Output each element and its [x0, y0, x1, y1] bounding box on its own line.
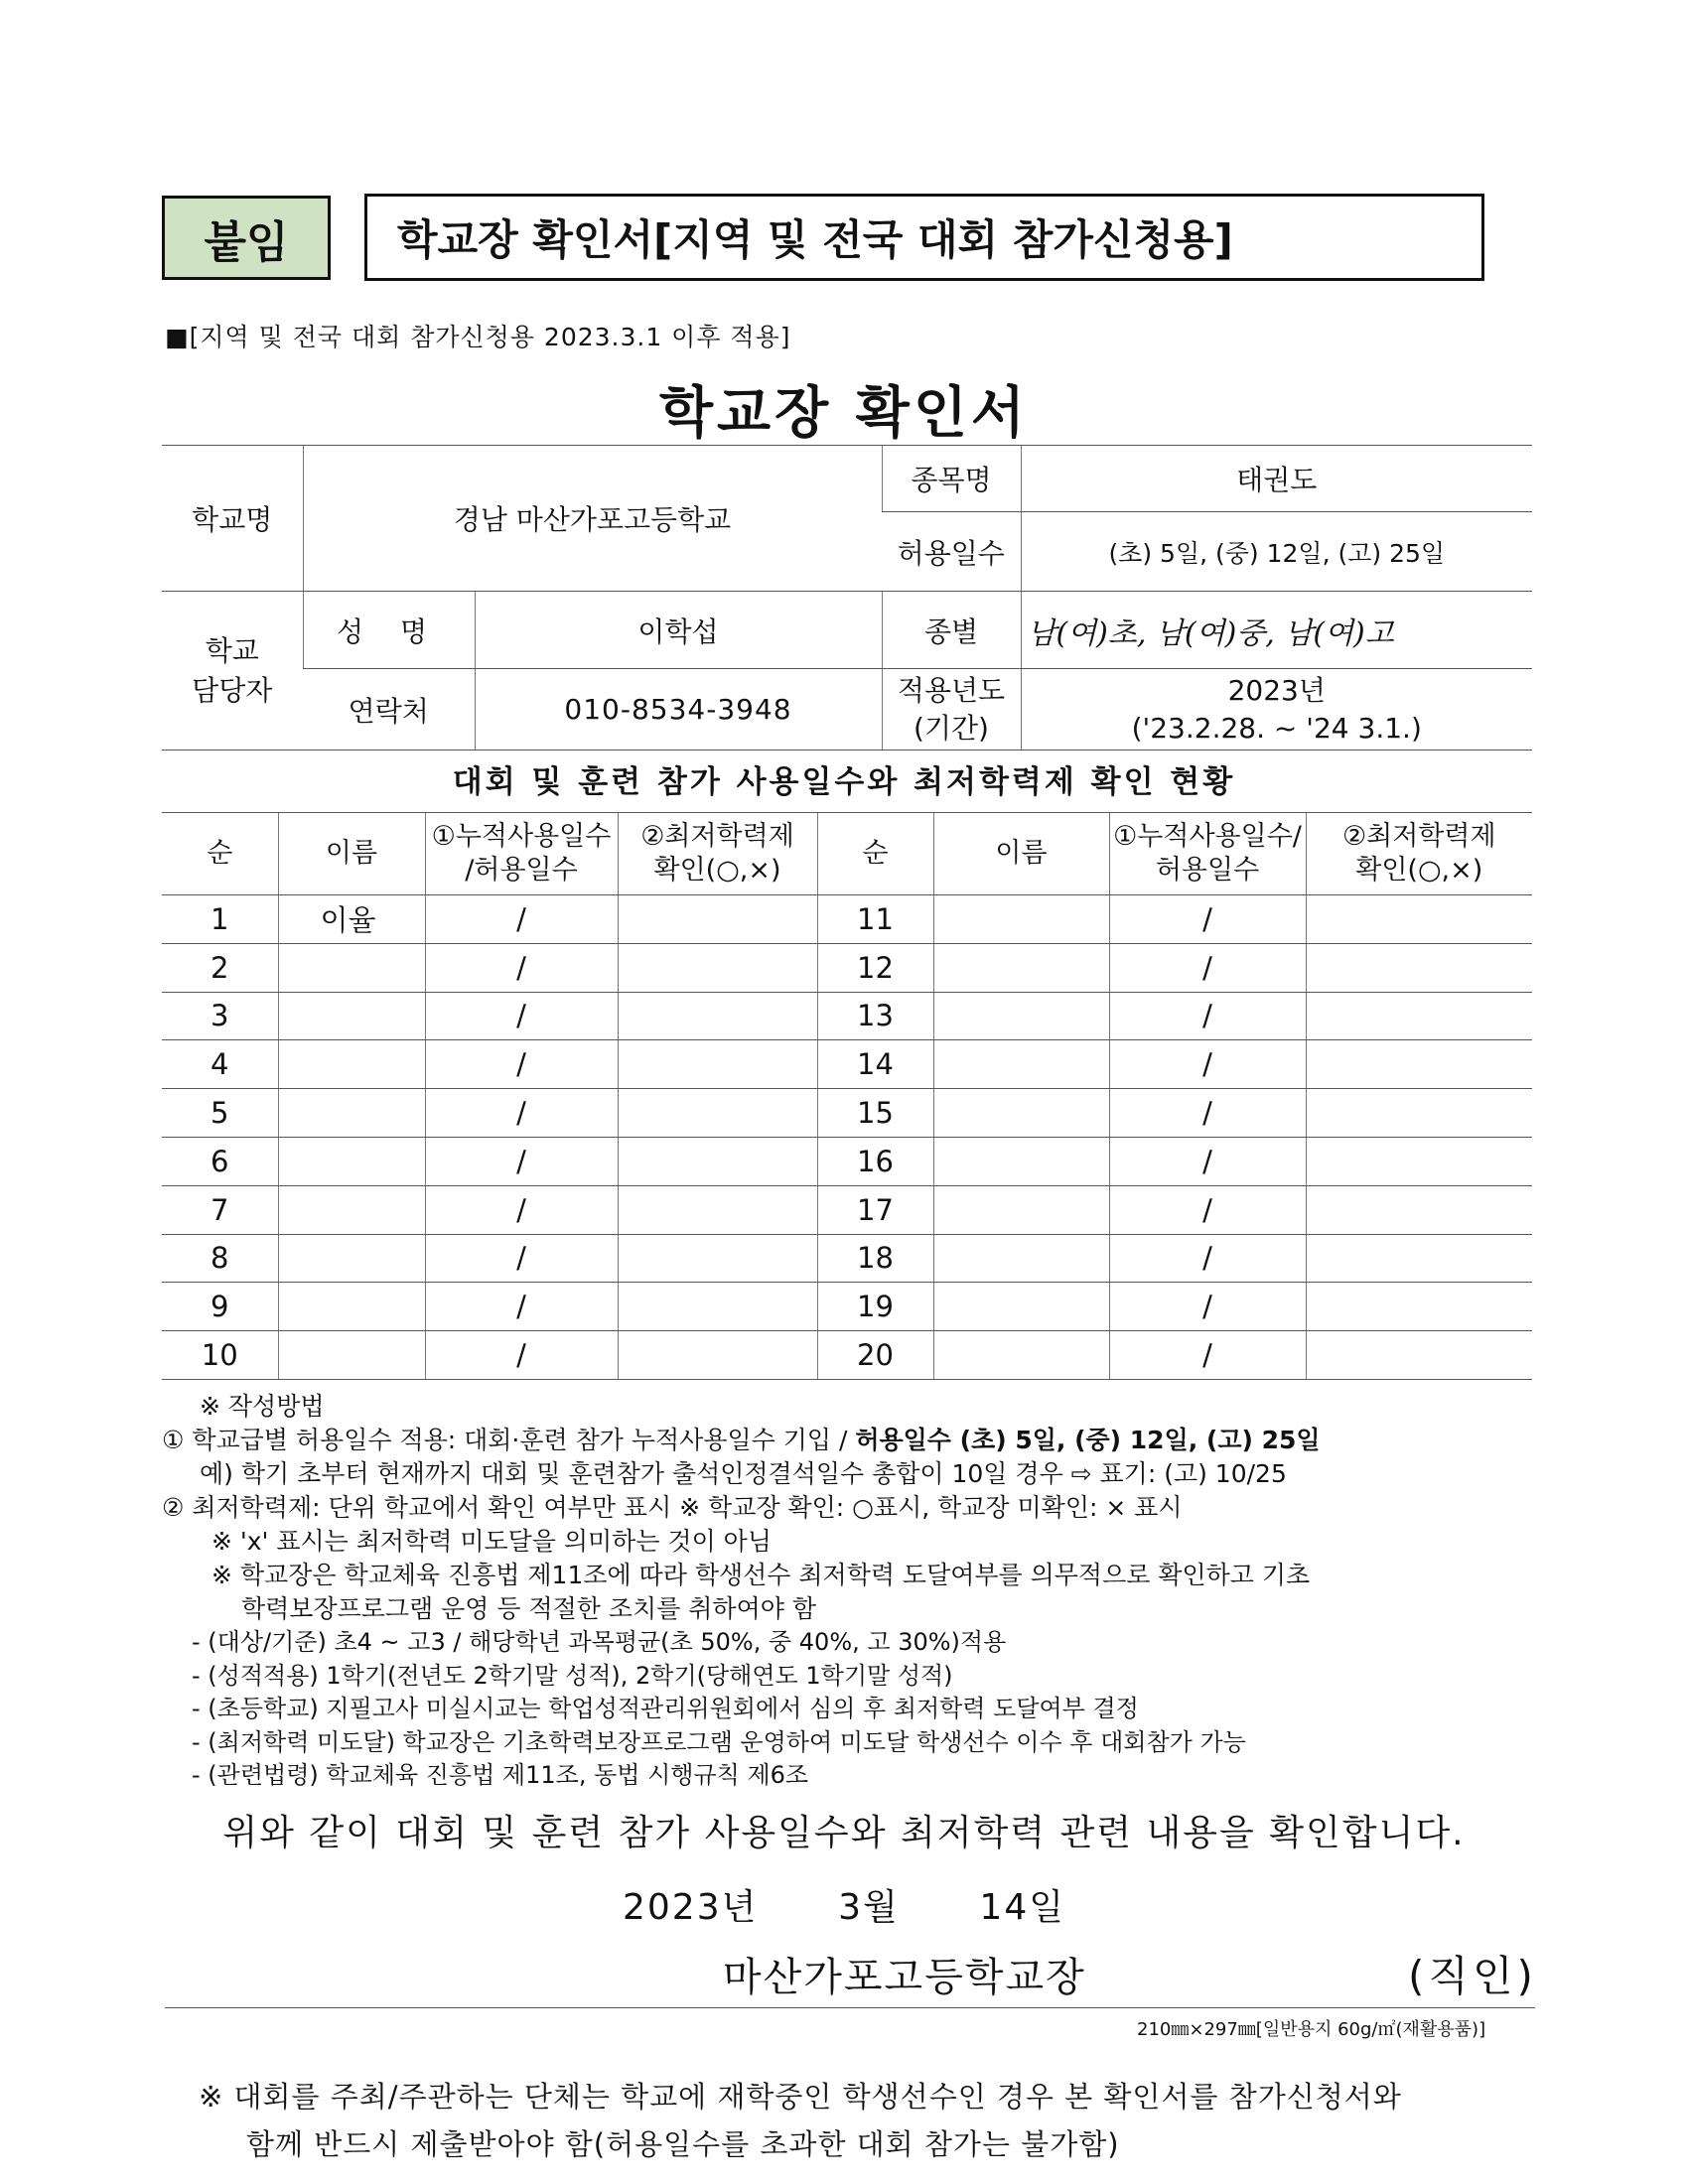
achievement-check: [618, 992, 817, 1040]
allowed-label: 허용일수: [882, 512, 1021, 592]
row-number: 10: [162, 1331, 278, 1380]
confirmation-statement: 위와 같이 대회 및 훈련 참가 사용일수와 최저학력 관련 내용을 확인합니다.: [222, 1813, 1466, 1853]
days-ratio: /: [1109, 1283, 1306, 1331]
row-number: 3: [162, 992, 278, 1040]
days-ratio: /: [1109, 943, 1306, 992]
year-value: 2023년: [1227, 673, 1326, 707]
days-ratio: /: [1109, 992, 1306, 1040]
notes-heading: ※ 작성방법: [200, 1392, 325, 1421]
days-ratio: /: [1109, 895, 1306, 944]
row-number: 20: [817, 1331, 933, 1380]
achievement-check: [1306, 895, 1532, 944]
col-check-left: ②최저학력제 확인(○,×): [618, 813, 817, 895]
note-dash-3: - (초등학교) 지필고사 미실시교는 학업성적관리위원회에서 심의 후 최저학력 도달여부 결정: [192, 1695, 1139, 1722]
attachment-tag: 붙임: [162, 196, 331, 280]
row-number: 15: [817, 1089, 933, 1138]
note-1-example: 예) 학기 초부터 현재까지 대회 및 훈련참가 출석인정결석일수 총합이 10일 경우 ⇨ 표기: (고) 10/25: [200, 1459, 1287, 1488]
note-2-a: ※ 'x' 표시는 최저학력 미도달을 의미하는 것이 아님: [211, 1527, 772, 1556]
row-number: 5: [162, 1089, 278, 1138]
note-2-b-cont: 학력보장프로그램 운영 등 적절한 조치를 취하여야 함: [241, 1594, 816, 1623]
achievement-check: [618, 895, 817, 944]
achievement-check: [618, 1185, 817, 1234]
row-number: 7: [162, 1185, 278, 1234]
achievement-check: [618, 1137, 817, 1185]
gender-value: 남(여)초, 남(여)중, 남(여)고: [1021, 592, 1532, 669]
table-row: [162, 1283, 1532, 1331]
days-ratio: /: [425, 1089, 618, 1138]
row-number: 13: [817, 992, 933, 1040]
student-name: [278, 1040, 425, 1089]
days-ratio: /: [425, 895, 618, 944]
days-ratio: /: [1109, 1040, 1306, 1089]
achievement-check: [1306, 943, 1532, 992]
roster-body: [162, 895, 1532, 1380]
col-name-left: 이름: [278, 813, 425, 895]
student-name: [933, 1185, 1109, 1234]
roster-table: [162, 812, 1532, 1380]
achievement-check: [1306, 1137, 1532, 1185]
table-row: [162, 1234, 1532, 1283]
days-ratio: /: [1109, 1185, 1306, 1234]
student-name: [278, 1137, 425, 1185]
days-ratio: /: [1109, 1234, 1306, 1283]
student-name: [933, 1137, 1109, 1185]
event-label: 종목명: [882, 446, 1021, 512]
name-value: 이학섭: [475, 592, 882, 669]
footnote-line-1: ※ 대회를 주최/주관하는 단체는 학교에 재학중인 학생선수인 경우 본 확인서를 참가신청서와: [199, 2080, 1402, 2114]
issue-date: [0, 1879, 1688, 1930]
row-number: 12: [817, 943, 933, 992]
days-ratio: /: [1109, 1137, 1306, 1185]
note-dash-4: - (최저학력 미도달) 학교장은 기초학력보장프로그램 운영하여 미도달 학생선수 이수 후 대회참가 가능: [192, 1727, 1246, 1756]
student-name: [933, 943, 1109, 992]
info-table: [162, 445, 1532, 751]
student-name: [933, 895, 1109, 944]
table-row: [162, 1185, 1532, 1234]
days-ratio: /: [1109, 1089, 1306, 1138]
achievement-check: [1306, 1040, 1532, 1089]
achievement-check: [1306, 992, 1532, 1040]
table-row: [162, 1089, 1532, 1138]
row-number: 14: [817, 1040, 933, 1089]
achievement-check: [618, 1089, 817, 1138]
principal-title: 마산가포고등학교장: [723, 1955, 1086, 2000]
days-ratio: /: [425, 1331, 618, 1380]
table-row: [162, 943, 1532, 992]
student-name: [933, 1283, 1109, 1331]
achievement-check: [618, 943, 817, 992]
note-dash-5: - (관련법령) 학교체육 진흥법 제11조, 동법 시행규칙 제6조: [192, 1761, 809, 1789]
days-ratio: /: [425, 1040, 618, 1089]
date-month: 3월: [838, 1887, 900, 1928]
col-name-right: 이름: [933, 813, 1109, 895]
school-label: 학교명: [162, 446, 303, 592]
col-no-left: 순: [162, 813, 278, 895]
date-day: 14일: [979, 1887, 1066, 1928]
row-number: 16: [817, 1137, 933, 1185]
row-number: 8: [162, 1234, 278, 1283]
table-row: [162, 1137, 1532, 1185]
row-number: 1: [162, 895, 278, 944]
note-dash-2: - (성적적용) 1학기(전년도 2학기말 성적), 2학기(당해연도 1학기말 성적): [192, 1661, 953, 1690]
achievement-check: [1306, 1331, 1532, 1380]
roster-section-title: 대회 및 훈련 참가 사용일수와 최저학력제 확인 현황: [452, 764, 1236, 800]
achievement-check: [1306, 1234, 1532, 1283]
days-ratio: /: [425, 992, 618, 1040]
student-name: 이율: [278, 895, 425, 944]
col-no-right: 순: [817, 813, 933, 895]
date-year: 2023년: [622, 1887, 759, 1928]
note-dash-1: - (대상/기준) 초4 ~ 고3 / 해당학년 과목평균(초 50%, 중 40%, 고 30%)적용: [192, 1628, 1007, 1656]
student-name: [278, 1185, 425, 1234]
row-number: 17: [817, 1185, 933, 1234]
days-ratio: /: [425, 1137, 618, 1185]
days-ratio: /: [425, 943, 618, 992]
gender-label: 종별: [882, 592, 1021, 669]
name-label: 성 명: [303, 592, 475, 669]
instructions: [162, 1390, 1532, 1793]
row-number: 4: [162, 1040, 278, 1089]
days-ratio: /: [1109, 1331, 1306, 1380]
days-ratio: /: [425, 1283, 618, 1331]
student-name: [933, 1331, 1109, 1380]
note-1-text: ① 학교급별 허용일수 적용: 대회·훈련 참가 누적사용일수 기입 /: [162, 1426, 856, 1454]
student-name: [933, 1089, 1109, 1138]
achievement-check: [1306, 1185, 1532, 1234]
applies-note: ■[지역 및 전국 대회 참가신청용 2023.3.1 이후 적용]: [165, 323, 791, 351]
student-name: [933, 1234, 1109, 1283]
achievement-check: [618, 1283, 817, 1331]
student-name: [278, 943, 425, 992]
table-row: [162, 1331, 1532, 1380]
form-title-box: 학교장 확인서[지역 및 전국 대회 참가신청용]: [364, 194, 1484, 281]
achievement-check: [618, 1234, 817, 1283]
submission-footnote: [199, 2073, 1402, 2168]
col-days-right: ①누적사용일수/ 허용일수: [1109, 813, 1306, 895]
achievement-check: [1306, 1089, 1532, 1138]
student-name: [278, 1331, 425, 1380]
footnote-line-2: 함께 반드시 제출받아야 함(허용일수를 초과한 대회 참가는 불가함): [246, 2127, 1120, 2161]
row-number: 6: [162, 1137, 278, 1185]
student-name: [933, 1040, 1109, 1089]
seal-mark: (직인): [1408, 1952, 1537, 2000]
note-1: [162, 1424, 1532, 1457]
document-title: 학교장 확인서: [658, 381, 1030, 446]
student-name: [278, 1089, 425, 1138]
achievement-check: [618, 1040, 817, 1089]
achievement-check: [1306, 1283, 1532, 1331]
row-number: 2: [162, 943, 278, 992]
roster-header-row: [162, 813, 1532, 895]
row-number: 11: [817, 895, 933, 944]
table-row: [162, 992, 1532, 1040]
student-name: [933, 992, 1109, 1040]
contact-label: 연락처: [303, 669, 475, 751]
table-row: [162, 1040, 1532, 1089]
days-ratio: /: [425, 1185, 618, 1234]
row-number: 9: [162, 1283, 278, 1331]
student-name: [278, 1234, 425, 1283]
row-number: 19: [817, 1283, 933, 1331]
school-value: 경남 마산가포고등학교: [303, 446, 882, 592]
student-name: [278, 992, 425, 1040]
days-ratio: /: [425, 1234, 618, 1283]
achievement-check: [618, 1331, 817, 1380]
manager-label: 학교 담당자: [162, 592, 303, 751]
allowed-value: (초) 5일, (중) 12일, (고) 25일: [1021, 512, 1532, 592]
row-number: 18: [817, 1234, 933, 1283]
paper-spec: 210㎜×297㎜[일반용지 60g/㎡(재활용품)]: [1137, 2019, 1486, 2040]
note-2: ② 최저학력제: 단위 학교에서 확인 여부만 표시 ※ 학교장 확인: ○표시, 학교장 미확인: × 표시: [162, 1493, 1183, 1522]
student-name: [278, 1283, 425, 1331]
year-cell: [1021, 669, 1532, 751]
event-value: 태권도: [1021, 446, 1532, 512]
table-row: [162, 895, 1532, 944]
year-label: 적용년도 (기간): [882, 669, 1021, 751]
note-2-b: ※ 학교장은 학교체육 진흥법 제11조에 따라 학생선수 최저학력 도달여부를 의무적으로 확인하고 기초: [211, 1561, 1311, 1589]
note-1-bold: 허용일수 (초) 5일, (중) 12일, (고) 25일: [855, 1426, 1321, 1454]
col-days-left: ①누적사용일수 /허용일수: [425, 813, 618, 895]
col-check-right: ②최저학력제 확인(○,×): [1306, 813, 1532, 895]
period-value: ('23.2.28. ~ '24 3.1.): [1131, 711, 1422, 745]
bottom-divider: [165, 2007, 1535, 2008]
contact-value: 010-8534-3948: [475, 669, 882, 751]
